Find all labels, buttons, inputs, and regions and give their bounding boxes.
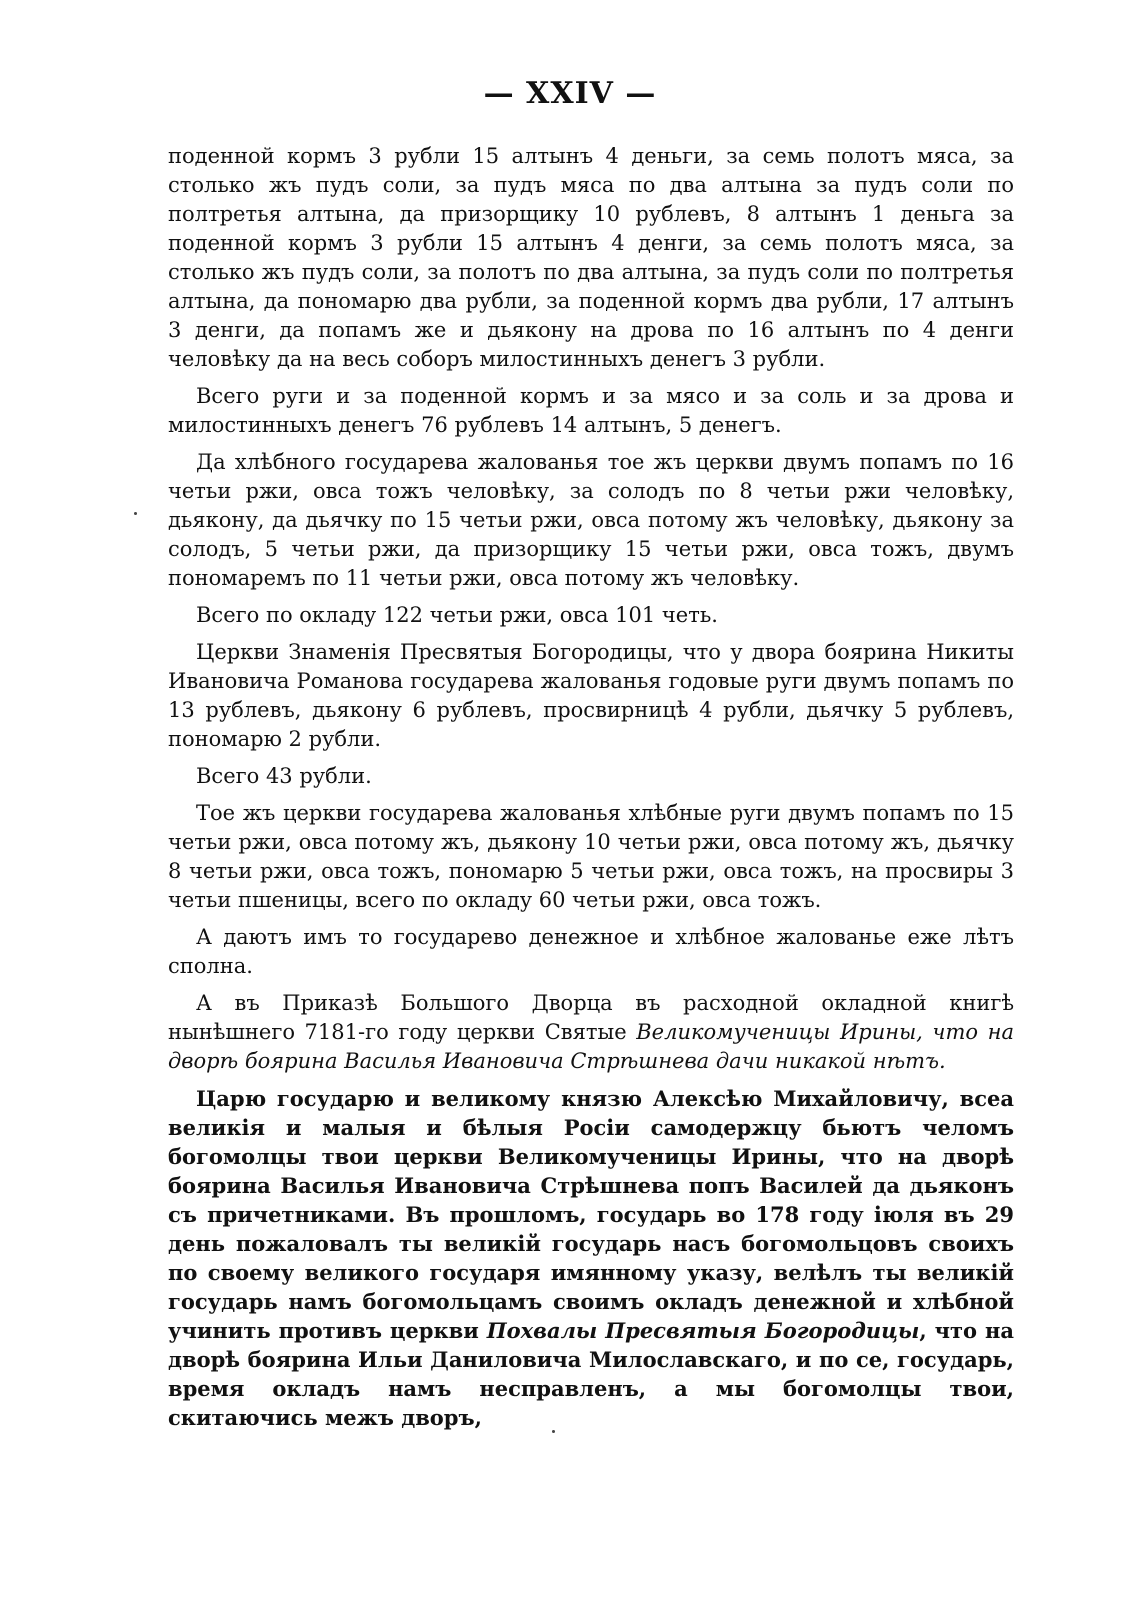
page-header: — XXIV — [483,76,657,111]
paragraph-8: А даютъ имъ то государево денежное и хлѣбное жалованье еже лѣтъ сполна. [168,925,1014,978]
petition-paragraph [168,1084,1014,1432]
paragraph-9-lead: А въ Приказѣ Большого Дворца въ расходной окладной книгѣ нынѣшнего 7181-го году церкви Святые [168,991,1014,1044]
petition-italic: Похвалы Пресвятыя Богородицы [486,1318,920,1343]
paragraph-4: Всего по окладу 122 четьи ржи, овса 101 четь. [196,603,718,627]
paragraph-1: поденной кормъ 3 рубли 15 алтынъ 4 деньги, за семь полотъ мяса, за столько жъ пудъ соли, за пудъ мяса по два алтына за пудъ соли по полтретья алтына, да призорщику 10 рублевъ, 8 алтынъ 1 деньга за поденной кормъ 3 рубли 15 алтынъ 4 денги, за семь полотъ мяса, за столько жъ пудъ соли, за полотъ по два алтына, за пудъ соли по полтретья алтына, да пономарю два рубли, за поденной кормъ два рубли, 17 алтынъ 3 денги, да попамъ же и дьякону на дрова по 16 алтынъ по 4 денги человѣку да на весь соборъ милостинныхъ денегъ 3 рубли. [168,144,1014,371]
petition-part-1: Царю государю и великому князю Алексѣю Михайловичу, всеа великія и малыя и бѣлыя Росіи самодержцу бьютъ челомъ богомолцы твои церкви Великомученицы Ирины, что на дворѣ боярина Василья Ивановича Стрѣшнева попъ Василей да дьяконъ съ причетниками. Въ прошломъ, государь во 178 году іюля въ 29 день пожаловалъ ты великій государь насъ богомольцовъ своихъ по своему великого государя имянному указу, велѣлъ ты великій государь намъ богомольцамъ своимъ окладъ денежной и хлѣбной учинить противъ церкви [168,1086,1014,1343]
paragraph-5: Церкви Знаменія Пресвятыя Богородицы, что у двора боярина Никиты Ивановича Романова государева жалованья годовые руги двумъ попамъ по 13 рублевъ, дьякону 6 рублевъ, просвирницѣ 4 рубли, дьячку 5 рублевъ, пономарю 2 рубли. [168,640,1014,751]
paragraph-2: Всего руги и за поденной кормъ и за мясо и за соль и за дрова и милостинныхъ денегъ 76 рублевъ 14 алтынъ, 5 денегъ. [168,384,1014,437]
paragraph-6: Всего 43 рубли. [196,764,372,788]
paragraph-9-italic: Великомученицы Ирины, что на дворѣ боярина Василья Ивановича Стрѣшнева дачи никакой нѣтъ. [168,1020,1014,1073]
paragraph-7: Тое жъ церкви государева жалованья хлѣбные руги двумъ попамъ по 15 четьи ржи, овса потому жъ, дьякону 10 четьи ржи, овса потому жъ, дьячку 8 четьи ржи, овса тожъ, пономарю 5 четьи ржи, овса тожъ, на просвиры 3 четьи пшеницы, всего по окладу 60 четьи ржи, овса тожъ. [168,801,1014,912]
petition-part-2: , что на дворѣ боярина Ильи Даниловича Милославскаго, и по се, государь, время окладъ намъ несправленъ, а мы богомолцы твои, скитаючись межъ дворъ, [168,1318,1014,1430]
paragraph-9 [168,989,1014,1076]
print-speck [134,512,137,515]
body-text [168,142,1014,1440]
paragraph-3: Да хлѣбного государева жалованья тое жъ церкви двумъ попамъ по 16 четьи ржи, овса тожъ человѣку, за солодъ по 8 четьи ржи человѣку, дьякону, да дьячку по 15 четьи ржи, овса потому жъ человѣку, дьякону за солодъ, 5 четьи ржи, да призорщику 15 четьи ржи, овса тожъ, двумъ пономаремъ по 11 четьи ржи, овса потому жъ человѣку. [168,450,1014,590]
print-speck [552,1430,555,1433]
